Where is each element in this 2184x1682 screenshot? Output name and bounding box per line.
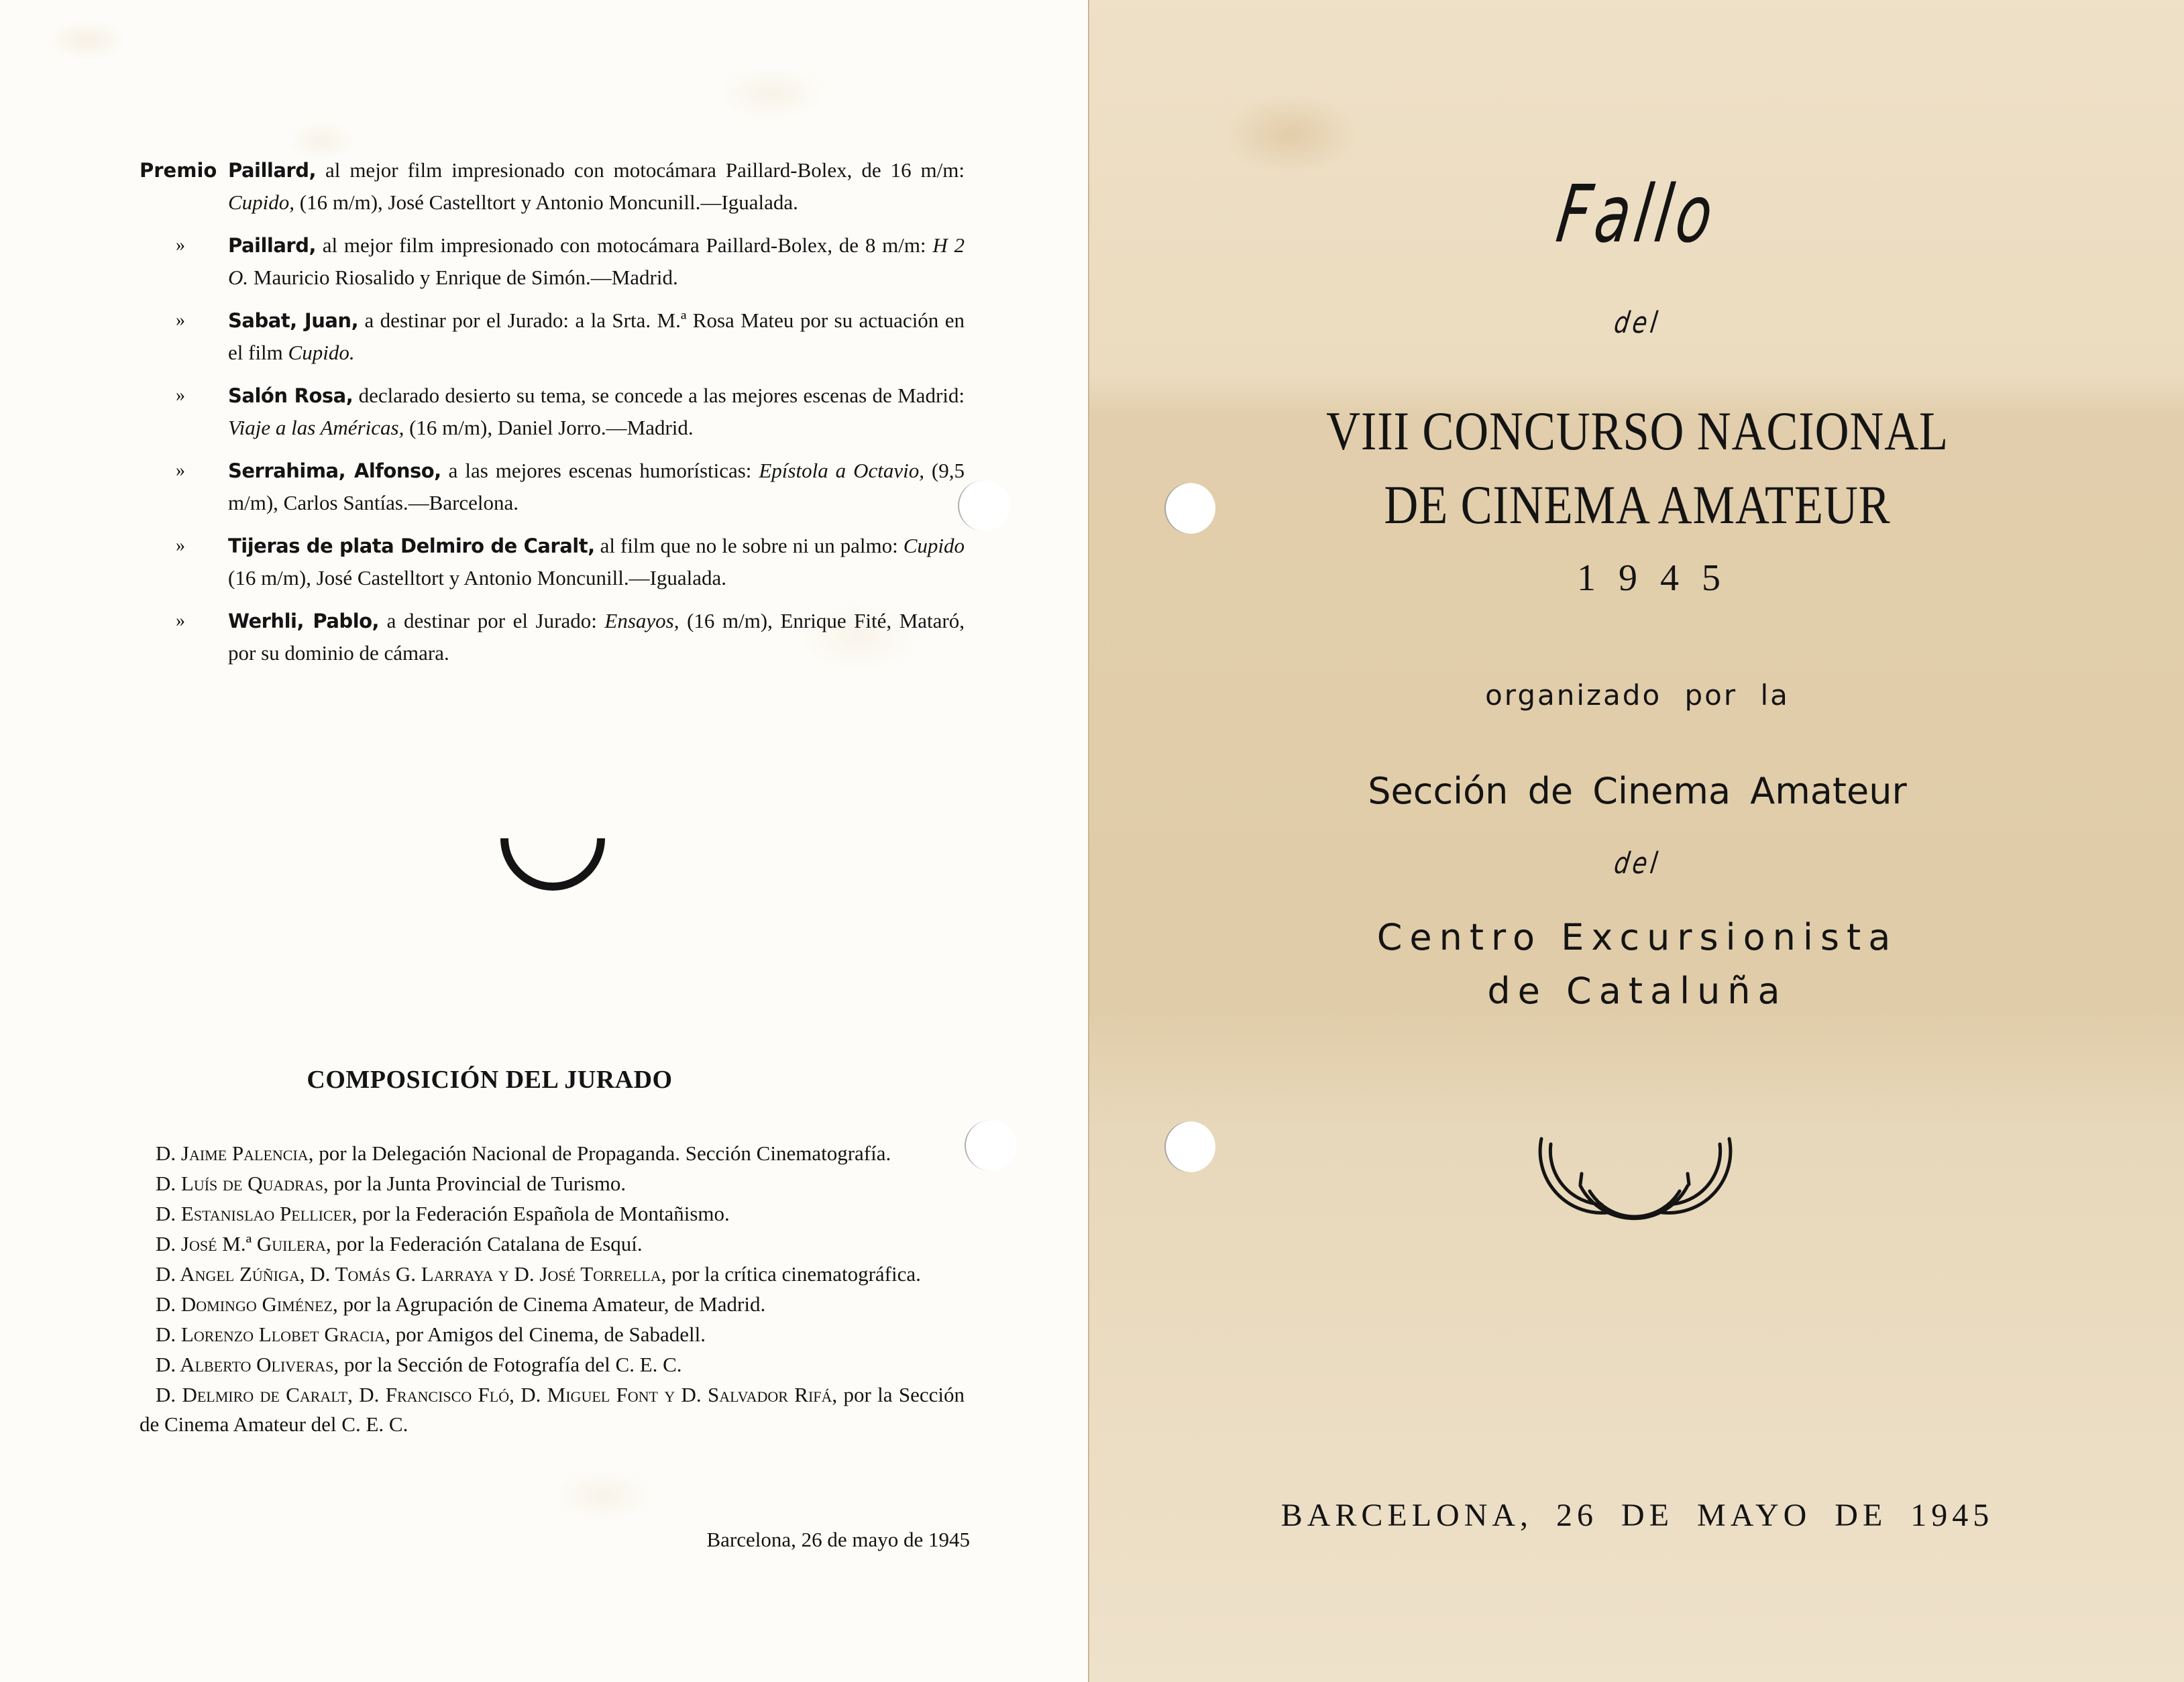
award-text: a destinar por el Jurado: a la Srta. M.ª Rosa Mateu por su actuación en el film [228,309,965,364]
punch-hole-shadow [965,1120,1017,1171]
jury-member-role: , por la crítica cinematográfica. [661,1262,921,1286]
punch-hole [1164,1121,1215,1172]
organizer-center [1089,911,2184,1018]
film-title: Cupido. [288,341,355,364]
cover-place-date: BARCELONA, 26 DE MAYO DE 1945 [1280,1498,1994,1533]
film-title: Cupido, [228,190,295,214]
organizer-center-line: Centro Excursionista [1376,916,1898,958]
award-name: Sabat, Juan, [228,309,359,332]
award-name: Paillard, [228,234,317,257]
jury-member [140,1199,965,1229]
film-title: Ensayos, [604,609,679,632]
jury-member-names: D. Luís de Quadras [156,1172,323,1195]
film-title: H 2 O. [228,233,965,289]
award-item [140,455,965,519]
ditto-mark: » [176,235,185,256]
award-text: a destinar por el Jurado: [379,609,605,632]
jury-member-role: , por la Junta Provincial de Turismo. [323,1172,626,1195]
jury-member [140,1320,965,1349]
jury-member-role: , por la Federación Española de Montañismo. [351,1202,730,1225]
organized-by: organizado por la [1485,679,1790,712]
jury-member [140,1290,965,1319]
awards-list [140,154,965,680]
ditto-mark: » [176,385,185,406]
ditto-mark: » [176,460,185,481]
jury-heading: COMPOSICIÓN DEL JURADO [307,1066,673,1094]
jury-member [140,1259,965,1289]
award-text: (16 m/m), José Castelltort y Antonio Moncunill.—Igualada. [228,566,727,590]
award-text: al mejor film impresionado con motocámara Paillard-Bolex, de 16 m/m: [316,158,965,182]
award-item [140,530,965,594]
jury-member-role: , por la Agrupación de Cinema Amateur, de Madrid. [332,1292,766,1316]
award-name: Serrahima, Alfonso, [228,459,441,482]
award-item [140,605,965,669]
award-name: Paillard, [228,159,317,182]
award-item [140,229,965,294]
jury-member-names: D. Jaime Palencia [156,1141,309,1165]
jury-member-role: , por Amigos del Cinema, de Sabadell. [385,1323,706,1346]
jury-member [140,1380,965,1439]
award-lead: Premio [140,159,217,182]
right-page-cover [1088,0,2184,1682]
jury-member-names: D. Domingo Giménez [156,1292,333,1316]
jury-member-names: D. Estanislao Pellicer [156,1202,352,1225]
award-text: (9,5 m/m), Carlos Santías.—Barcelona. [228,459,965,514]
jury-member-names: D. Angel Zúñiga, D. Tomás G. Larraya y D. José Torrella [156,1262,661,1286]
organizer-section: Sección de Cinema Amateur [1368,770,1907,812]
organizer-center-line: de Cataluña [1487,970,1788,1012]
jury-member-role: , por la Delegación Nacional de Propaganda. Sección Cinematografía. [308,1141,891,1165]
award-text: (16 m/m), Enrique Fité, Mataró, por su dominio de cámara. [228,609,965,665]
semicircle-ornament-icon [499,837,606,893]
award-name: Salón Rosa, [228,384,353,407]
award-name: Werhli, Pablo, [228,610,380,632]
award-item [140,380,965,444]
jury-member-names: D. Delmiro de Caralt, D. Francisco Fló, D. Miguel Font y D. Salvador Rifá [156,1383,832,1406]
cover-title-script: Fallo [1551,168,1723,260]
interlaced-arcs-ornament-icon [1521,1133,1749,1268]
jury-list [140,1139,965,1440]
jury-member [140,1229,965,1259]
contest-title-line: DE CINEMA AMATEUR [1384,474,1891,535]
punch-hole-shadow [958,480,1010,531]
jury-member-role: , por la Federación Catalana de Esquí. [325,1232,643,1255]
award-text: (16 m/m), Daniel Jorro.—Madrid. [404,416,694,439]
award-text: declarado desierto su tema, se concede a las mejores escenas de Madrid: [353,384,965,407]
left-page [0,0,1088,1682]
jury-member [140,1139,965,1168]
jury-member-names: D. Alberto Oliveras [156,1353,334,1376]
film-title: Cupido [903,534,965,557]
ditto-mark: » [176,535,185,556]
award-text: al film que no le sobre ni un palmo: [594,534,904,557]
signoff-date: Barcelona, 26 de mayo de 1945 [706,1528,970,1551]
film-title: Viaje a las Américas, [228,416,404,439]
ditto-mark: » [176,310,185,331]
jury-member-names: D. José M.ª Guilera [156,1232,326,1255]
cover-connector: del [1612,846,1663,881]
film-title: Epístola a Octavio, [759,459,924,482]
cover-connector: del [1612,306,1663,340]
award-text: (16 m/m), José Castelltort y Antonio Moncunill.—Igualada. [294,190,798,214]
jury-member-role: , por la Sección de Cinema Amateur del C. E. C. [140,1383,965,1436]
contest-title [1166,394,2108,542]
award-name: Tijeras de plata Delmiro de Caralt, [228,535,595,557]
jury-member [140,1350,965,1380]
award-text: a las mejores escenas humorísticas: [441,459,759,482]
award-item [140,304,965,369]
contest-title-line: VIII CONCURSO NACIONAL [1326,400,1949,461]
jury-member-names: D. Lorenzo Llobet Gracia [156,1323,386,1346]
award-text: Mauricio Riosalido y Enrique de Simón.—Madrid. [248,266,678,289]
jury-member-role: , por la Sección de Fotografía del C. E. C. [333,1353,682,1376]
jury-member [140,1169,965,1198]
contest-year: 1945 [1577,557,1743,599]
award-text: al mejor film impresionado con motocámara Paillard-Bolex, de 8 m/m: [316,233,933,257]
award-item [140,154,965,219]
ditto-mark: » [176,610,185,631]
